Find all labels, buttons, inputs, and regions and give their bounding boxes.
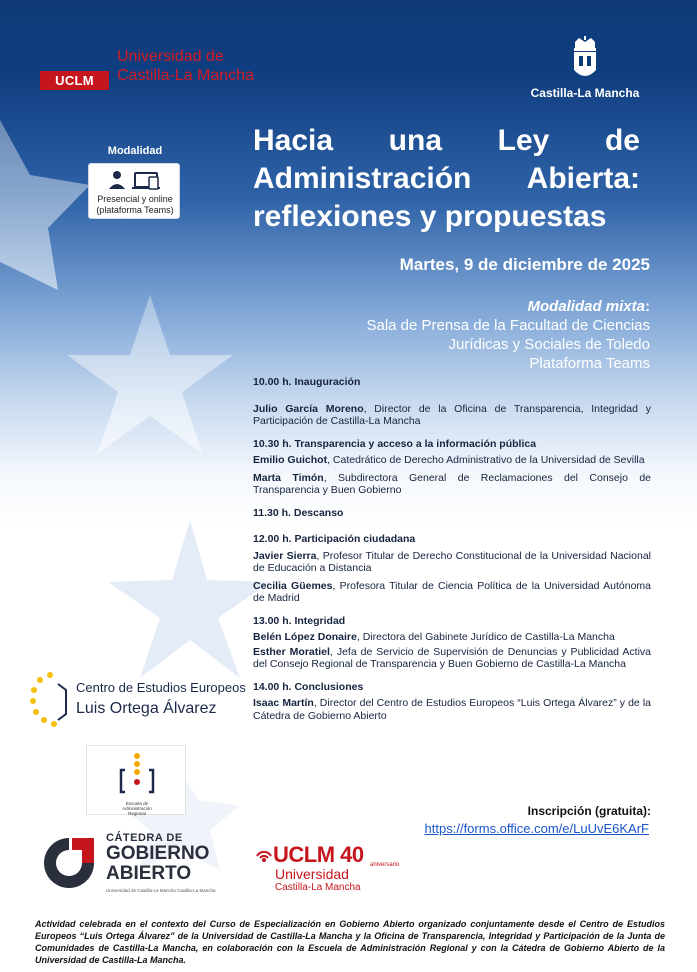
speaker-name: Marta Timón — [253, 471, 324, 484]
session-block — [253, 681, 651, 723]
speaker-name: Cecilia Güemes — [253, 579, 333, 592]
escuela-administracion-regional-logo — [86, 745, 186, 815]
modalidad-text — [89, 194, 181, 216]
venue-line1: Sala de Prensa de la Facultad de Ciencias — [366, 317, 650, 334]
speaker-desc: , Director del Centro de Estudios Europeos “Luis Ortega Álvarez” y de la Cátedra de Gobierno Abierto — [253, 697, 651, 722]
session-title: 12.00 h. Participación ciudadana — [253, 533, 416, 545]
speaker-desc: , Profesor Titular de Derecho Constitucional de la Universidad Nacional de Educación a Distancia — [253, 549, 651, 574]
venue-line2: Jurídicas y Sociales de Toledo — [448, 336, 650, 353]
venue-label-row — [290, 297, 650, 316]
ear-line1: Escuela de — [125, 801, 149, 806]
uclm-40-anniversary: aniversario — [370, 862, 400, 868]
speaker-entry — [253, 697, 651, 722]
footer-note: Actividad celebrada en el contexto del Curso de Especialización en Gobierno Abierto organizado conjuntamente desde el Centro de Estudios Europeos “Luis Ortega Álvarez” de la Universidad de Castilla-La Mancha y la Oficina de Transparencia, Integridad y Participación de la Junta de Comunidades de Castilla-La Mancha, en colaboración con la Escuela de Administración Regional y con la Cátedra de Gobierno Abierto de la Universidad de Castilla-La Mancha. — [35, 919, 665, 965]
castilla-la-mancha-name: Castilla-La Mancha — [530, 86, 640, 100]
inscription-link[interactable]: https://forms.office.com/e/LuUvE6KArF — [424, 821, 649, 836]
ceeloa-line1: Centro de Estudios Europeos — [76, 680, 246, 695]
ceeloa-line2: Luis Ortega Álvarez — [76, 700, 217, 717]
speaker-name: Javier Sierra — [253, 549, 317, 562]
session-title: 13.00 h. Integridad — [253, 614, 346, 627]
event-title — [253, 122, 640, 236]
uclm-badge: UCLM — [40, 71, 109, 90]
session-title: 14.00 h. Conclusiones — [253, 680, 364, 693]
speaker-name: Julio García Moreno — [253, 402, 364, 415]
speaker-entry — [253, 580, 651, 605]
inscription-label: Inscripción (gratuita): — [527, 804, 651, 818]
eu-stars-icon — [28, 670, 72, 728]
speaker-entry — [253, 472, 651, 497]
catedra-title-large — [106, 844, 209, 884]
uclm-name-line2: Castilla-La Mancha — [117, 67, 254, 84]
modalidad-text-line2: (plataforma Teams) — [96, 205, 174, 215]
speaker-name: Belén López Donaire — [253, 631, 357, 643]
program-schedule — [253, 376, 651, 727]
uclm-40-castilla: Castilla-La Mancha — [275, 882, 361, 893]
session-block — [253, 438, 651, 497]
venue-colon: : — [645, 298, 650, 315]
castilla-la-mancha-logo — [530, 36, 640, 102]
speaker-desc: , Directora del Gabinete Jurídico de Castilla-La Mancha — [356, 631, 615, 643]
speaker-entry — [253, 403, 651, 428]
session-block — [253, 533, 651, 605]
speaker-desc: , Subdirectora General de Reclamaciones del Consejo de Transparencia y Buen Gobierno — [253, 471, 651, 496]
uclm-40-anniversary-logo — [255, 842, 415, 894]
modalidad-box — [88, 163, 180, 219]
speaker-entry — [253, 646, 651, 671]
session-block — [253, 507, 651, 520]
session-title: 10.00 h. Inauguración — [253, 376, 361, 388]
catedra-emblem-icon — [38, 832, 100, 894]
speaker-entry — [253, 550, 651, 575]
catedra-sponsors: Universidad de Castilla-La Mancha Castilla-La Mancha — [106, 888, 216, 893]
speaker-desc: , Jefa de Servicio de Supervisión de Denuncias y Publicidad Activa del Consejo Regional de Transparencia y Buen Gobierno de Castilla-La Mancha — [253, 645, 651, 670]
speaker-name: Esther Moratiel — [253, 645, 330, 658]
catedra-title-abierto: ABIERTO — [106, 863, 192, 884]
ear-line3: Regional — [128, 811, 146, 816]
venue-label: Modalidad mixta — [527, 298, 645, 315]
speaker-name: Isaac Martín — [253, 697, 314, 709]
ear-line2: Administración — [122, 806, 152, 811]
ear-text — [87, 801, 187, 816]
crown-castle-icon — [565, 36, 605, 84]
event-date: Martes, 9 de diciembre de 2025 — [399, 255, 650, 274]
session-title: 10.30 h. Transparencia y acceso a la información pública — [253, 437, 537, 450]
uclm-40-main: UCLM 40 — [273, 842, 364, 867]
title-line3: reflexiones y propuestas — [253, 200, 607, 233]
venue-line3: Plataforma Teams — [529, 355, 650, 372]
uclm-wifi-icon — [255, 846, 273, 864]
title-line1: Hacia una Ley de — [253, 124, 640, 157]
star-shape — [0, 120, 90, 290]
ear-emblem-icon — [117, 752, 157, 796]
venue-info — [290, 297, 650, 373]
uclm-logo — [40, 45, 280, 91]
session-block — [253, 376, 651, 428]
speaker-entry — [253, 454, 651, 467]
star-shape — [108, 520, 270, 678]
person-laptop-icon — [105, 169, 165, 193]
catedra-gobierno-abierto-logo — [38, 830, 228, 902]
catedra-title-gobierno: GOBIERNO — [106, 843, 210, 864]
modalidad-label: Modalidad — [107, 145, 163, 157]
title-line2: Administración Abierta: — [253, 162, 640, 195]
speaker-desc: , Profesora Titular de Ciencia Política de la Universidad Autónoma de Madrid — [253, 579, 651, 604]
speaker-desc: , Catedrático de Derecho Administrativo de la Universidad de Sevilla — [327, 454, 645, 466]
uclm-name — [117, 47, 254, 85]
session-block — [253, 615, 651, 671]
uclm-40-universidad: Universidad — [275, 866, 349, 882]
centro-estudios-europeos-logo — [28, 670, 246, 728]
uclm-name-line1: Universidad de — [117, 48, 224, 65]
catedra-title-small: CÁTEDRA DE — [106, 832, 183, 844]
modalidad-text-line1: Presencial y online — [97, 194, 173, 204]
speaker-name: Emilio Guichot — [253, 454, 328, 466]
speaker-desc: , Director de la Oficina de Transparencia, Integridad y Participación de Castilla-La Mancha — [253, 402, 651, 427]
session-title: 11.30 h. Descanso — [253, 506, 344, 519]
speaker-entry — [253, 631, 651, 644]
star-shape — [67, 295, 233, 453]
